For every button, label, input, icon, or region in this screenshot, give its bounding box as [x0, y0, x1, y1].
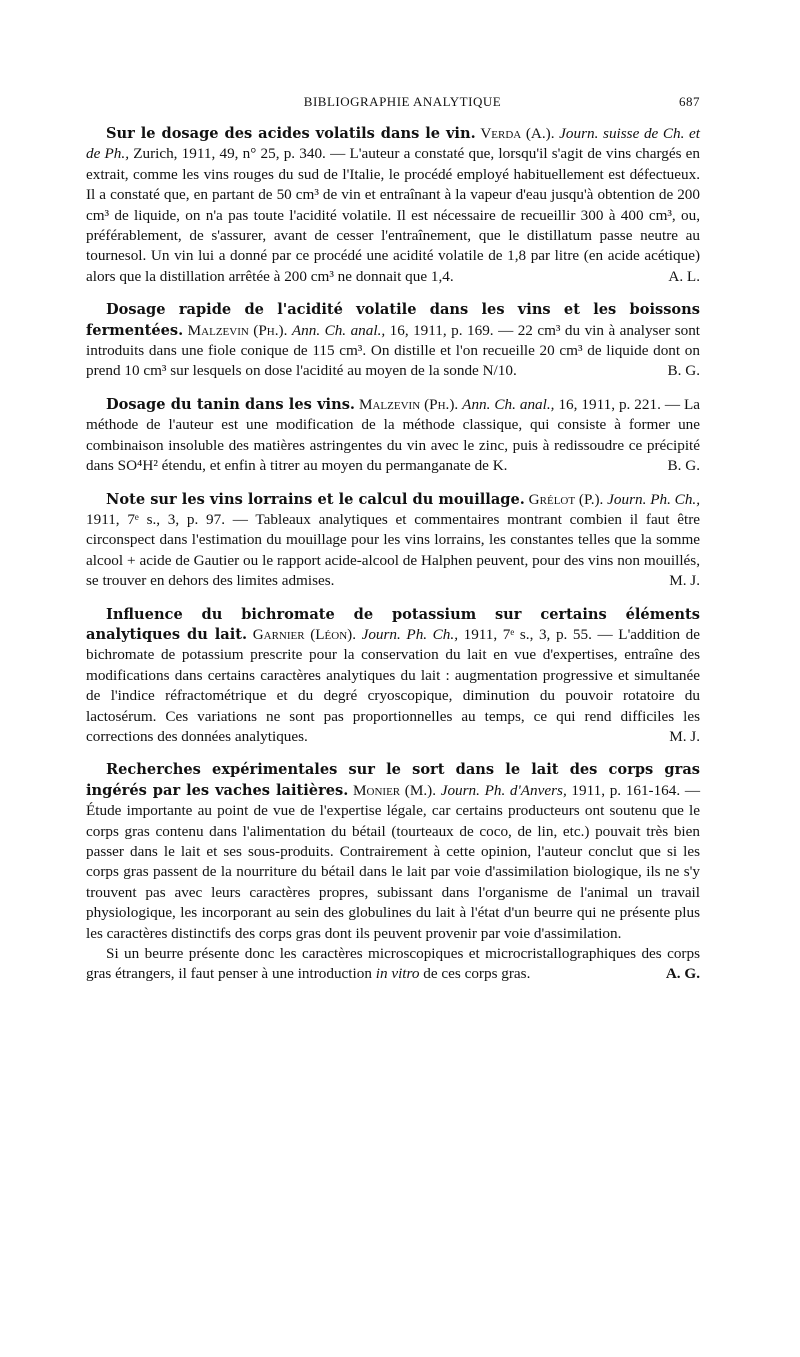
entry-abstract: — Étude importante au point de vue de l'expertise légale, car certains producteurs ont soutenu que le corps gras contenu dans l'alimentation du bétail (tourteaux de coco, de lin, etc.) pouvait très bien passer dans le lait et ses sous-produits. Contrairement à cette opinion, l'auteur conclut que si les corps gras passent de la nourriture du bétail dans le lait par voie d'assimilation biologique, ils ne s'y trouvent pas avec leurs caractères propres, subissant dans l'organisme de l'animal un travail physiologique, les incorporant au sein des globulines du lait à l'état d'un beurre qui ne présente plus les caractères distinctifs des corps gras dont ils peuvent provenir par voie d'assimilation.	[86, 781, 701, 942]
bibliography-entry	[86, 605, 700, 748]
bibliography-entry	[86, 395, 700, 477]
entry-abstract: — La méthode de l'auteur est une modification de la méthode classique, qui consiste à former une combinaison insoluble des matières astringentes du vin avec le zinc, puis à redissoudre ce précipité dans SO⁴H² étendu, et enfin à titrer au moyen du permanganate de K.	[86, 395, 701, 475]
entry-initials: B. G.	[667, 457, 700, 475]
entry-initials: B. G.	[667, 362, 700, 380]
entry-citation: 16, 1911, p. 169.	[389, 321, 494, 339]
entry-author: Malzevin (Ph.).	[187, 321, 288, 339]
entry-citation: 1911, 7ᵉ s., 3, p. 97.	[86, 510, 226, 528]
entry-author: Malzevin (Ph.).	[358, 395, 459, 413]
continuation-italic: in vitro	[375, 965, 420, 983]
entry-journal: Journ. Ph. Ch.,	[607, 490, 701, 508]
bibliography-entry	[86, 760, 700, 944]
entry-author: Monier (M.).	[353, 781, 437, 799]
entry-title: Note sur les vins lorrains et le calcul du mouillage.	[106, 490, 525, 508]
running-header	[86, 94, 700, 110]
entry-journal: Journ. Ph. d'Anvers,	[440, 781, 567, 799]
bibliography-entry	[86, 300, 700, 382]
entry-title: Dosage rapide de l'acidité volatile dans les vins et les boissons fermentées.	[86, 301, 700, 339]
continuation-text: Si un beurre présente donc les caractères microscopiques et microcristallographiques des corps gras étrangers, il faut penser à une introduction	[86, 945, 700, 983]
entry-abstract-continuation	[86, 944, 700, 985]
running-title: BIBLIOGRAPHIE ANALYTIQUE	[303, 94, 502, 109]
entry-initials: M. J.	[669, 727, 700, 745]
entry-citation: 16, 1911, p. 221.	[558, 395, 661, 413]
entry-journal: Ann. Ch. anal.,	[462, 395, 555, 413]
entry-initials: A. G.	[665, 965, 700, 983]
entry-citation: 1911, 7ᵉ s., 3, p. 55.	[463, 625, 592, 643]
entry-author: Garnier (Léon).	[252, 625, 356, 643]
entry-citation: Zurich, 1911, 49, n° 25, p. 340.	[133, 145, 326, 163]
entry-journal: Ann. Ch. anal.,	[291, 321, 386, 339]
entry-title: Recherches expérimentales sur le sort dans le lait des corps gras ingérés par les vaches laitières.	[86, 761, 700, 799]
entry-journal: Journ. suisse de Ch. et de Ph.,	[86, 125, 701, 163]
entry-abstract: — L'auteur a constaté que, lorsqu'il s'agit de vins chargés en extrait, comme les vins rouges du sud de l'Italie, le procédé employé habituellement est défectueux. Il a constaté que, en partant de 50 cm³ de vin et entraînant à la vapeur d'eau jusqu'à obtention de 200 cm³ de liquide, on n'a pas toute l'acidité volatile. Il est nécessaire de recueillir 300 à 400 cm³, ou, préférablement, de s'assurer, avant de cesser l'entraînement, que le distillatum passe neutre au tournesol. Un vin lui a donné par ce procédé une acidité volatile de 1,8 par litre (en acide acétique) alors que la distillation arrêtée à 200 cm³ ne donnait que 1,4.	[86, 145, 701, 285]
page	[86, 94, 700, 985]
bibliography-entry	[86, 124, 700, 287]
page-number: 687	[679, 94, 700, 109]
continuation-text-end: de ces corps gras.	[423, 965, 531, 983]
entry-author: Verda (A.).	[480, 125, 555, 142]
entry-abstract: — 22 cm³ du vin à analyser sont introduits dans une fiole conique de 115 cm³. On distille et l'on recueille 20 cm³ de liquide dont on prend 10 cm³ sur lesquels on dose l'acidité au moyen de la sonde N/10.	[86, 321, 701, 380]
entry-initials: A. L.	[668, 267, 700, 285]
entry-abstract: — Tableaux analytiques et commentaires montrant combien il faut être circonspect dans l'estimation du mouillage pour les vins lorrains, les constantes telles que la somme alcool + acide de Gautier ou le rapport acide-alcool de Halphen peuvent, pour des vins non mouillés, se trouver en dehors des limites admises.	[86, 510, 700, 590]
entry-journal: Journ. Ph. Ch.,	[361, 625, 458, 643]
entry-abstract: — L'addition de bichromate de potassium prescrite pour la conservation du lait en vue d'expertises, entraîne des modifications dans certains caractères analytiques du lait : augmentation progressive et simultanée de l'indice réfractométrique et du degré cryoscopique, diminution du pouvoir rotatoire du lactosérum. Ces variations ne sont pas proportionnelles au temps, ce qui rend difficiles les corrections des données analytiques.	[86, 625, 701, 745]
bibliography-entry	[86, 490, 700, 592]
entry-initials: M. J.	[669, 572, 700, 590]
entry-title: Influence du bichromate de potassium sur certains éléments analytiques du lait.	[86, 605, 700, 643]
entry-author: Grélot (P.).	[528, 490, 604, 508]
entry-citation: 1911, p. 161-164.	[571, 781, 681, 799]
entry-title: Sur le dosage des acides volatils dans le vin.	[106, 125, 476, 142]
entry-title: Dosage du tanin dans les vins.	[106, 395, 356, 413]
